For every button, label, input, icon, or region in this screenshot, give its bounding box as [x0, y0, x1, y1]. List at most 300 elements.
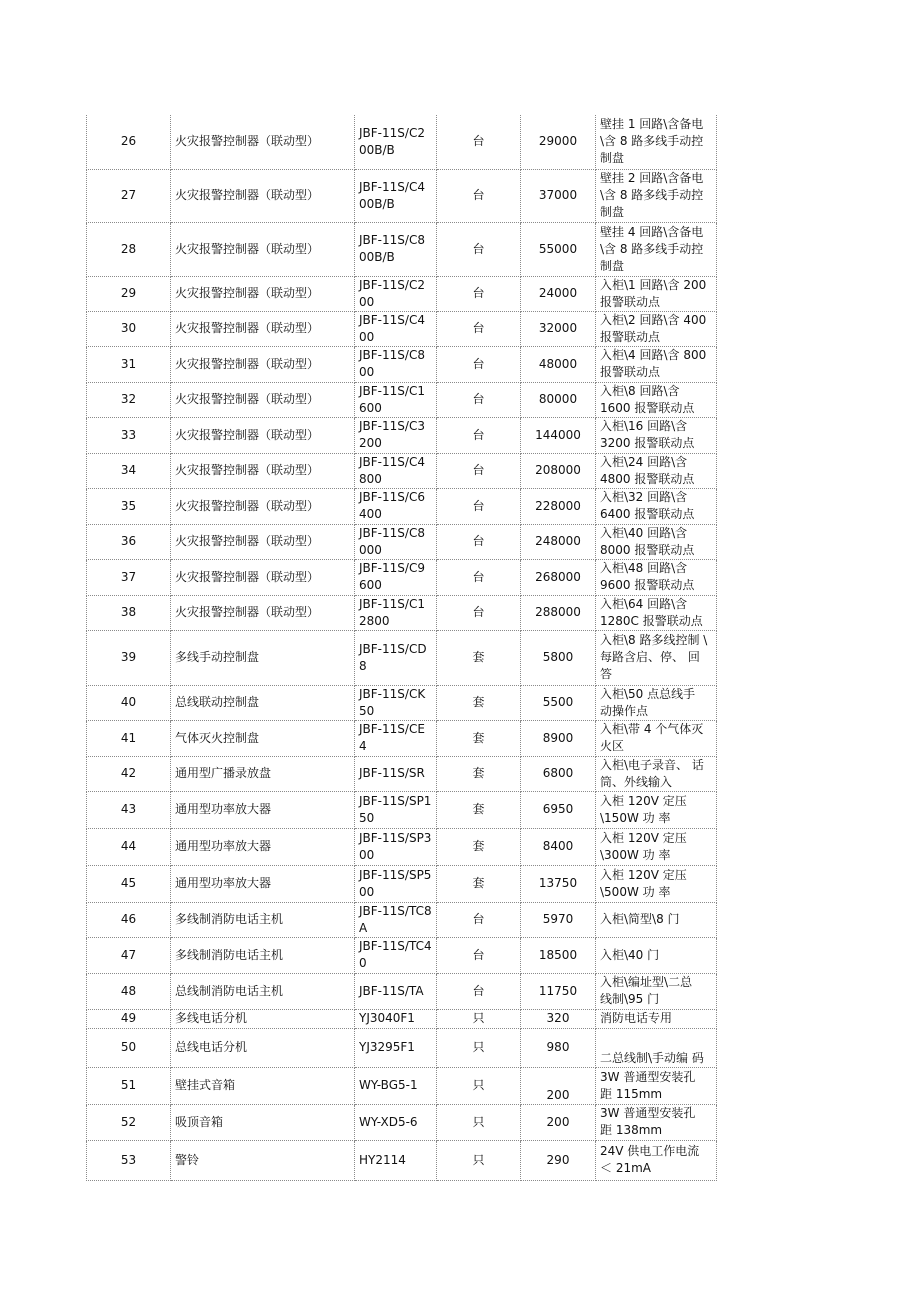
remarks-line: \150W 功 率: [600, 810, 671, 825]
remarks-line: 3W 普通型安装孔: [600, 1106, 696, 1120]
remarks: [596, 417, 717, 453]
model-number: [355, 115, 437, 169]
remarks-line: 24V 供电工作电流: [600, 1144, 700, 1158]
table-row: [87, 791, 717, 828]
unit: 套: [437, 630, 521, 685]
model-number: [355, 1067, 437, 1104]
model-number: [355, 488, 437, 524]
product-name: 总线联动控制盘: [171, 685, 355, 720]
model-number-line: JBF-11S/SR: [359, 766, 425, 780]
unit: 台: [437, 417, 521, 453]
table-row: [87, 1104, 717, 1140]
unit-price: 37000: [521, 169, 596, 222]
table-row: [87, 346, 717, 382]
product-name: 多线制消防电话主机: [171, 902, 355, 937]
remarks-line: 9600 报警联动点: [600, 578, 695, 592]
remarks: [596, 685, 717, 720]
row-number: 47: [87, 937, 171, 973]
model-number-line: 11S/C1600: [359, 383, 425, 415]
unit-price: 11750: [521, 973, 596, 1009]
unit: 台: [437, 973, 521, 1009]
unit-price: 200: [521, 1067, 596, 1104]
remarks-line: 入柜 120V 定压: [600, 830, 687, 845]
model-number-line: JBF-: [359, 525, 383, 540]
table-row: [87, 720, 717, 756]
remarks-line: 入柜\8 回路\含: [600, 383, 680, 398]
remarks: [596, 595, 717, 630]
model-number-line: JBF-: [359, 903, 383, 918]
unit: 套: [437, 828, 521, 865]
model-number-line: JBF-: [359, 277, 383, 292]
product-name: 多线电话分机: [171, 1009, 355, 1028]
model-number: [355, 756, 437, 791]
model-number-line: 11S/C200B/: [359, 125, 425, 157]
row-number: 35: [87, 488, 171, 524]
model-number-line: JBF-: [359, 233, 383, 247]
remarks-line: 入柜 120V 定压: [600, 793, 687, 808]
remarks-line: \500W 功 率: [600, 884, 671, 899]
table-row: [87, 937, 717, 973]
unit-price: 8900: [521, 720, 596, 756]
remarks-line: 每路含启、停、 回: [600, 650, 700, 664]
row-number: 48: [87, 973, 171, 1009]
unit: 台: [437, 382, 521, 417]
remarks: [596, 346, 717, 382]
model-number-line: WY-XD5-6: [359, 1114, 418, 1129]
remarks-line: \含 8 路多线手动控: [600, 241, 704, 256]
model-number-line: JBF-: [359, 830, 383, 845]
remarks-line: 入柜\48 回路\含: [600, 561, 688, 575]
table-row: [87, 828, 717, 865]
model-number-line: 11S/C8000: [359, 525, 425, 557]
remarks: [596, 973, 717, 1009]
model-number-line: 11S/C3200: [359, 419, 425, 450]
product-name: 总线制消防电话主机: [171, 973, 355, 1009]
remarks: [596, 937, 717, 973]
product-name: 火灾报警控制器（联动型）: [171, 346, 355, 382]
row-number: 36: [87, 524, 171, 559]
model-number-line: JBF-: [359, 939, 383, 953]
model-number-line: JBF-: [359, 454, 383, 469]
row-number: 46: [87, 902, 171, 937]
product-name: 多线手动控制盘: [171, 630, 355, 685]
model-number: [355, 828, 437, 865]
remarks: [596, 865, 717, 902]
remarks-line: 入柜\8 路多线控制 \: [600, 633, 708, 647]
unit: 套: [437, 865, 521, 902]
product-name: 火灾报警控制器（联动型）: [171, 276, 355, 311]
remarks: [596, 559, 717, 595]
product-name: 火灾报警控制器（联动型）: [171, 488, 355, 524]
product-name: 火灾报警控制器（联动型）: [171, 595, 355, 630]
model-number-line: JBF-: [359, 867, 383, 882]
row-number: 50: [87, 1028, 171, 1067]
unit: 台: [437, 453, 521, 488]
model-number: [355, 453, 437, 488]
remarks-line: 答: [600, 667, 613, 681]
model-number-line: 11S/SP500: [359, 867, 432, 899]
model-number-line: JBF-: [359, 419, 383, 433]
model-number: [355, 222, 437, 276]
table-row: [87, 169, 717, 222]
remarks-line: 入柜\简型\8 门: [600, 912, 680, 926]
model-number-line: B: [386, 142, 395, 157]
table-row: [87, 1028, 717, 1067]
model-number-line: JBF-: [359, 686, 383, 701]
unit-price: 248000: [521, 524, 596, 559]
row-number: 31: [87, 346, 171, 382]
unit-price: 6950: [521, 791, 596, 828]
product-name: 火灾报警控制器（联动型）: [171, 559, 355, 595]
remarks-line: 壁挂 4 回路\含备电: [600, 224, 704, 239]
remarks-line: 壁挂 2 回路\含备电: [600, 171, 704, 185]
model-number-line: YJ3295F1: [359, 1040, 415, 1054]
table-row: [87, 1009, 717, 1028]
unit: 台: [437, 115, 521, 169]
row-number: 39: [87, 630, 171, 685]
remarks-line: 入柜\1 回路\含 200: [600, 277, 707, 292]
remarks-line: 4800 报警联动点: [600, 471, 695, 486]
product-name: 通用型功率放大器: [171, 828, 355, 865]
remarks-line: 距 138mm: [600, 1123, 663, 1137]
model-number: [355, 1009, 437, 1028]
model-number: [355, 311, 437, 346]
model-number: [355, 276, 437, 311]
price-list-page: [86, 115, 716, 1181]
model-number-line: 11S/CE4: [359, 722, 425, 753]
table-row: [87, 453, 717, 488]
remarks: [596, 1140, 717, 1180]
model-number-line: HY2114: [359, 1152, 406, 1167]
product-name: 火灾报警控制器（联动型）: [171, 382, 355, 417]
unit-price: 18500: [521, 937, 596, 973]
product-name: 火灾报警控制器（联动型）: [171, 417, 355, 453]
row-number: 51: [87, 1067, 171, 1104]
remarks: [596, 1009, 717, 1028]
model-number-line: JBF-: [359, 596, 383, 611]
model-number-line: JBF-: [359, 125, 383, 140]
model-number: [355, 382, 437, 417]
remarks-line: 报警联动点: [600, 294, 661, 309]
remarks-line: 壁挂 1 回路\含备电: [600, 117, 704, 132]
unit-price: 32000: [521, 311, 596, 346]
model-number-line: JBF-: [359, 179, 383, 194]
unit-price: 228000: [521, 488, 596, 524]
unit: 台: [437, 559, 521, 595]
product-name: 壁挂式音箱: [171, 1067, 355, 1104]
unit-price: 144000: [521, 417, 596, 453]
model-number-line: JBF-11S/TA: [359, 983, 424, 998]
equipment-price-table: [86, 115, 717, 1181]
remarks: [596, 524, 717, 559]
model-number-line: JBF-: [359, 793, 383, 808]
remarks-line: 报警联动点: [600, 329, 661, 344]
remarks-line: 6400 报警联动点: [600, 507, 695, 521]
table-row: [87, 685, 717, 720]
remarks-line: 入柜\2 回路\含 400: [600, 312, 707, 327]
row-number: 29: [87, 276, 171, 311]
unit: 台: [437, 222, 521, 276]
remarks-line: 线制\95 门: [600, 992, 660, 1006]
model-number: [355, 559, 437, 595]
table-row: [87, 559, 717, 595]
unit-price: 6800: [521, 756, 596, 791]
row-number: 44: [87, 828, 171, 865]
unit-price: 200: [521, 1104, 596, 1140]
model-number-line: JBF-: [359, 312, 383, 327]
table-row: [87, 222, 717, 276]
model-number-line: 11S/C9600: [359, 561, 425, 592]
remarks: [596, 791, 717, 828]
model-number-line: WY-BG5-1: [359, 1078, 418, 1092]
remarks-line: \含 8 路多线手动控: [600, 134, 704, 149]
table-row: [87, 1067, 717, 1104]
model-number-line: JBF-: [359, 490, 383, 504]
unit: 台: [437, 311, 521, 346]
unit: 台: [437, 488, 521, 524]
model-number-line: 11S/C200: [359, 277, 425, 309]
unit: 台: [437, 346, 521, 382]
remarks-line: 入柜\带 4 个气体灭: [600, 722, 704, 736]
remarks: [596, 630, 717, 685]
row-number: 38: [87, 595, 171, 630]
remarks: [596, 169, 717, 222]
table-row: [87, 115, 717, 169]
unit-price: 320: [521, 1009, 596, 1028]
remarks-line: 1280C 报警联动点: [600, 613, 703, 628]
row-number: 32: [87, 382, 171, 417]
remarks: [596, 453, 717, 488]
table-row: [87, 524, 717, 559]
model-number-line: 11S/C400B/: [359, 179, 425, 211]
remarks-line: 入柜 120V 定压: [600, 867, 687, 882]
unit: 台: [437, 937, 521, 973]
remarks: [596, 720, 717, 756]
unit-price: 290: [521, 1140, 596, 1180]
model-number-line: 11S/C6400: [359, 490, 425, 521]
remarks-line: 制盘: [600, 151, 625, 166]
remarks: [596, 222, 717, 276]
model-number-line: JBF-: [359, 348, 383, 362]
product-name: 火灾报警控制器（联动型）: [171, 222, 355, 276]
model-number-line: 11S/TC40: [359, 939, 432, 970]
remarks-line: 入柜\64 回路\含: [600, 596, 688, 611]
model-number: [355, 417, 437, 453]
model-number-line: JBF-: [359, 722, 383, 736]
unit: 套: [437, 720, 521, 756]
model-number-line: 11S/C800B/: [359, 233, 425, 264]
model-number: [355, 595, 437, 630]
row-number: 53: [87, 1140, 171, 1180]
model-number: [355, 1028, 437, 1067]
row-number: 34: [87, 453, 171, 488]
remarks-line: 动操作点: [600, 703, 649, 718]
remarks: [596, 382, 717, 417]
model-number-line: B: [386, 250, 395, 264]
row-number: 41: [87, 720, 171, 756]
remarks-line: 制盘: [600, 205, 625, 219]
table-row: [87, 902, 717, 937]
unit: 台: [437, 902, 521, 937]
table-row: [87, 756, 717, 791]
model-number-line: 11S/C800: [359, 348, 425, 379]
unit-price: 5500: [521, 685, 596, 720]
unit-price: 268000: [521, 559, 596, 595]
row-number: 49: [87, 1009, 171, 1028]
table-row: [87, 973, 717, 1009]
remarks-line: \300W 功 率: [600, 847, 671, 862]
product-name: 火灾报警控制器（联动型）: [171, 524, 355, 559]
remarks-line: ＜ 21mA: [600, 1161, 651, 1175]
unit: 只: [437, 1009, 521, 1028]
remarks-line: 3200 报警联动点: [600, 436, 695, 450]
remarks-line: 3W 普通型安装孔: [600, 1069, 696, 1084]
model-number-line: 11S/TC8A: [359, 903, 432, 935]
model-number-line: YJ3040F1: [359, 1011, 415, 1025]
unit-price: 8400: [521, 828, 596, 865]
remarks-line: 入柜\24 回路\含: [600, 454, 688, 469]
row-number: 45: [87, 865, 171, 902]
remarks: [596, 311, 717, 346]
remarks: [596, 756, 717, 791]
model-number-line: 11S/C4800: [359, 454, 425, 486]
model-number-line: 11S/CK50: [359, 686, 426, 718]
unit: 套: [437, 685, 521, 720]
product-name: 火灾报警控制器（联动型）: [171, 453, 355, 488]
unit: 套: [437, 791, 521, 828]
table-row: [87, 488, 717, 524]
remarks-line: 入柜\40 门: [600, 947, 660, 962]
table-row: [87, 865, 717, 902]
model-number: [355, 865, 437, 902]
remarks-line: 8000 报警联动点: [600, 542, 695, 557]
remarks-line: 制盘: [600, 258, 625, 273]
model-number: [355, 524, 437, 559]
unit: 台: [437, 524, 521, 559]
table-row: [87, 276, 717, 311]
product-name: 火灾报警控制器（联动型）: [171, 169, 355, 222]
remarks: [596, 488, 717, 524]
table-row: [87, 630, 717, 685]
unit-price: 980: [521, 1028, 596, 1067]
row-number: 30: [87, 311, 171, 346]
model-number: [355, 791, 437, 828]
remarks-line: 火区: [600, 739, 625, 753]
model-number-line: B: [386, 196, 395, 211]
model-number-line: JBF-: [359, 383, 383, 398]
row-number: 33: [87, 417, 171, 453]
model-number-line: JBF-: [359, 561, 383, 575]
product-name: 警铃: [171, 1140, 355, 1180]
unit-price: 208000: [521, 453, 596, 488]
remarks-line: 入柜\32 回路\含: [600, 490, 688, 504]
model-number: [355, 937, 437, 973]
model-number-line: 11S/SP150: [359, 793, 432, 825]
table-row: [87, 595, 717, 630]
unit-price: 48000: [521, 346, 596, 382]
unit: 只: [437, 1067, 521, 1104]
unit-price: 288000: [521, 595, 596, 630]
unit: 台: [437, 169, 521, 222]
table-row: [87, 417, 717, 453]
unit: 只: [437, 1140, 521, 1180]
remarks: [596, 115, 717, 169]
remarks-line: 筒、外线输入: [600, 774, 673, 789]
unit-price: 24000: [521, 276, 596, 311]
model-number: [355, 685, 437, 720]
model-number-line: JBF-: [359, 641, 383, 656]
unit: 台: [437, 595, 521, 630]
model-number: [355, 346, 437, 382]
remarks-line: 入柜\50 点总线手: [600, 686, 696, 701]
product-name: 火灾报警控制器（联动型）: [171, 115, 355, 169]
table-row: [87, 311, 717, 346]
table-body: [87, 115, 717, 1180]
model-number-line: 11S/C400: [359, 312, 425, 344]
remarks: [596, 1067, 717, 1104]
unit-price: 55000: [521, 222, 596, 276]
table-row: [87, 1140, 717, 1180]
model-number: [355, 720, 437, 756]
model-number: [355, 902, 437, 937]
product-name: 气体灭火控制盘: [171, 720, 355, 756]
unit: 台: [437, 276, 521, 311]
row-number: 28: [87, 222, 171, 276]
remarks-line: 入柜\电子录音、 话: [600, 757, 704, 772]
remarks-line: 消防电话专用: [600, 1011, 673, 1025]
remarks: [596, 1104, 717, 1140]
unit-price: 5800: [521, 630, 596, 685]
product-name: 总线电话分机: [171, 1028, 355, 1067]
row-number: 42: [87, 756, 171, 791]
remarks-line: 报警联动点: [600, 365, 661, 379]
remarks-line: 入柜\40 回路\含: [600, 525, 688, 540]
model-number-line: 11S/C12800: [359, 596, 425, 628]
product-name: 通用型广播录放盘: [171, 756, 355, 791]
row-number: 40: [87, 685, 171, 720]
remarks: [596, 276, 717, 311]
model-number: [355, 1140, 437, 1180]
unit: 只: [437, 1028, 521, 1067]
unit-price: 5970: [521, 902, 596, 937]
remarks: [596, 1028, 717, 1067]
model-number-line: 11S/CD8: [359, 641, 427, 673]
remarks-line: 入柜\编址型\二总: [600, 975, 693, 989]
model-number: [355, 630, 437, 685]
remarks-line: 入柜\4 回路\含 800: [600, 348, 707, 362]
product-name: 吸顶音箱: [171, 1104, 355, 1140]
remarks-line: 入柜\16 回路\含: [600, 419, 688, 433]
row-number: 27: [87, 169, 171, 222]
product-name: 通用型功率放大器: [171, 791, 355, 828]
model-number-line: 11S/SP300: [359, 830, 432, 862]
remarks-line: 二总线制\手动编 码: [600, 1050, 704, 1065]
row-number: 52: [87, 1104, 171, 1140]
remarks-line: 1600 报警联动点: [600, 400, 695, 415]
remarks: [596, 828, 717, 865]
model-number: [355, 169, 437, 222]
row-number: 26: [87, 115, 171, 169]
remarks-line: \含 8 路多线手动控: [600, 188, 704, 202]
remarks-line: 距 115mm: [600, 1086, 663, 1101]
model-number: [355, 1104, 437, 1140]
row-number: 37: [87, 559, 171, 595]
unit: 只: [437, 1104, 521, 1140]
product-name: 多线制消防电话主机: [171, 937, 355, 973]
product-name: 通用型功率放大器: [171, 865, 355, 902]
unit-price: 80000: [521, 382, 596, 417]
table-row: [87, 382, 717, 417]
